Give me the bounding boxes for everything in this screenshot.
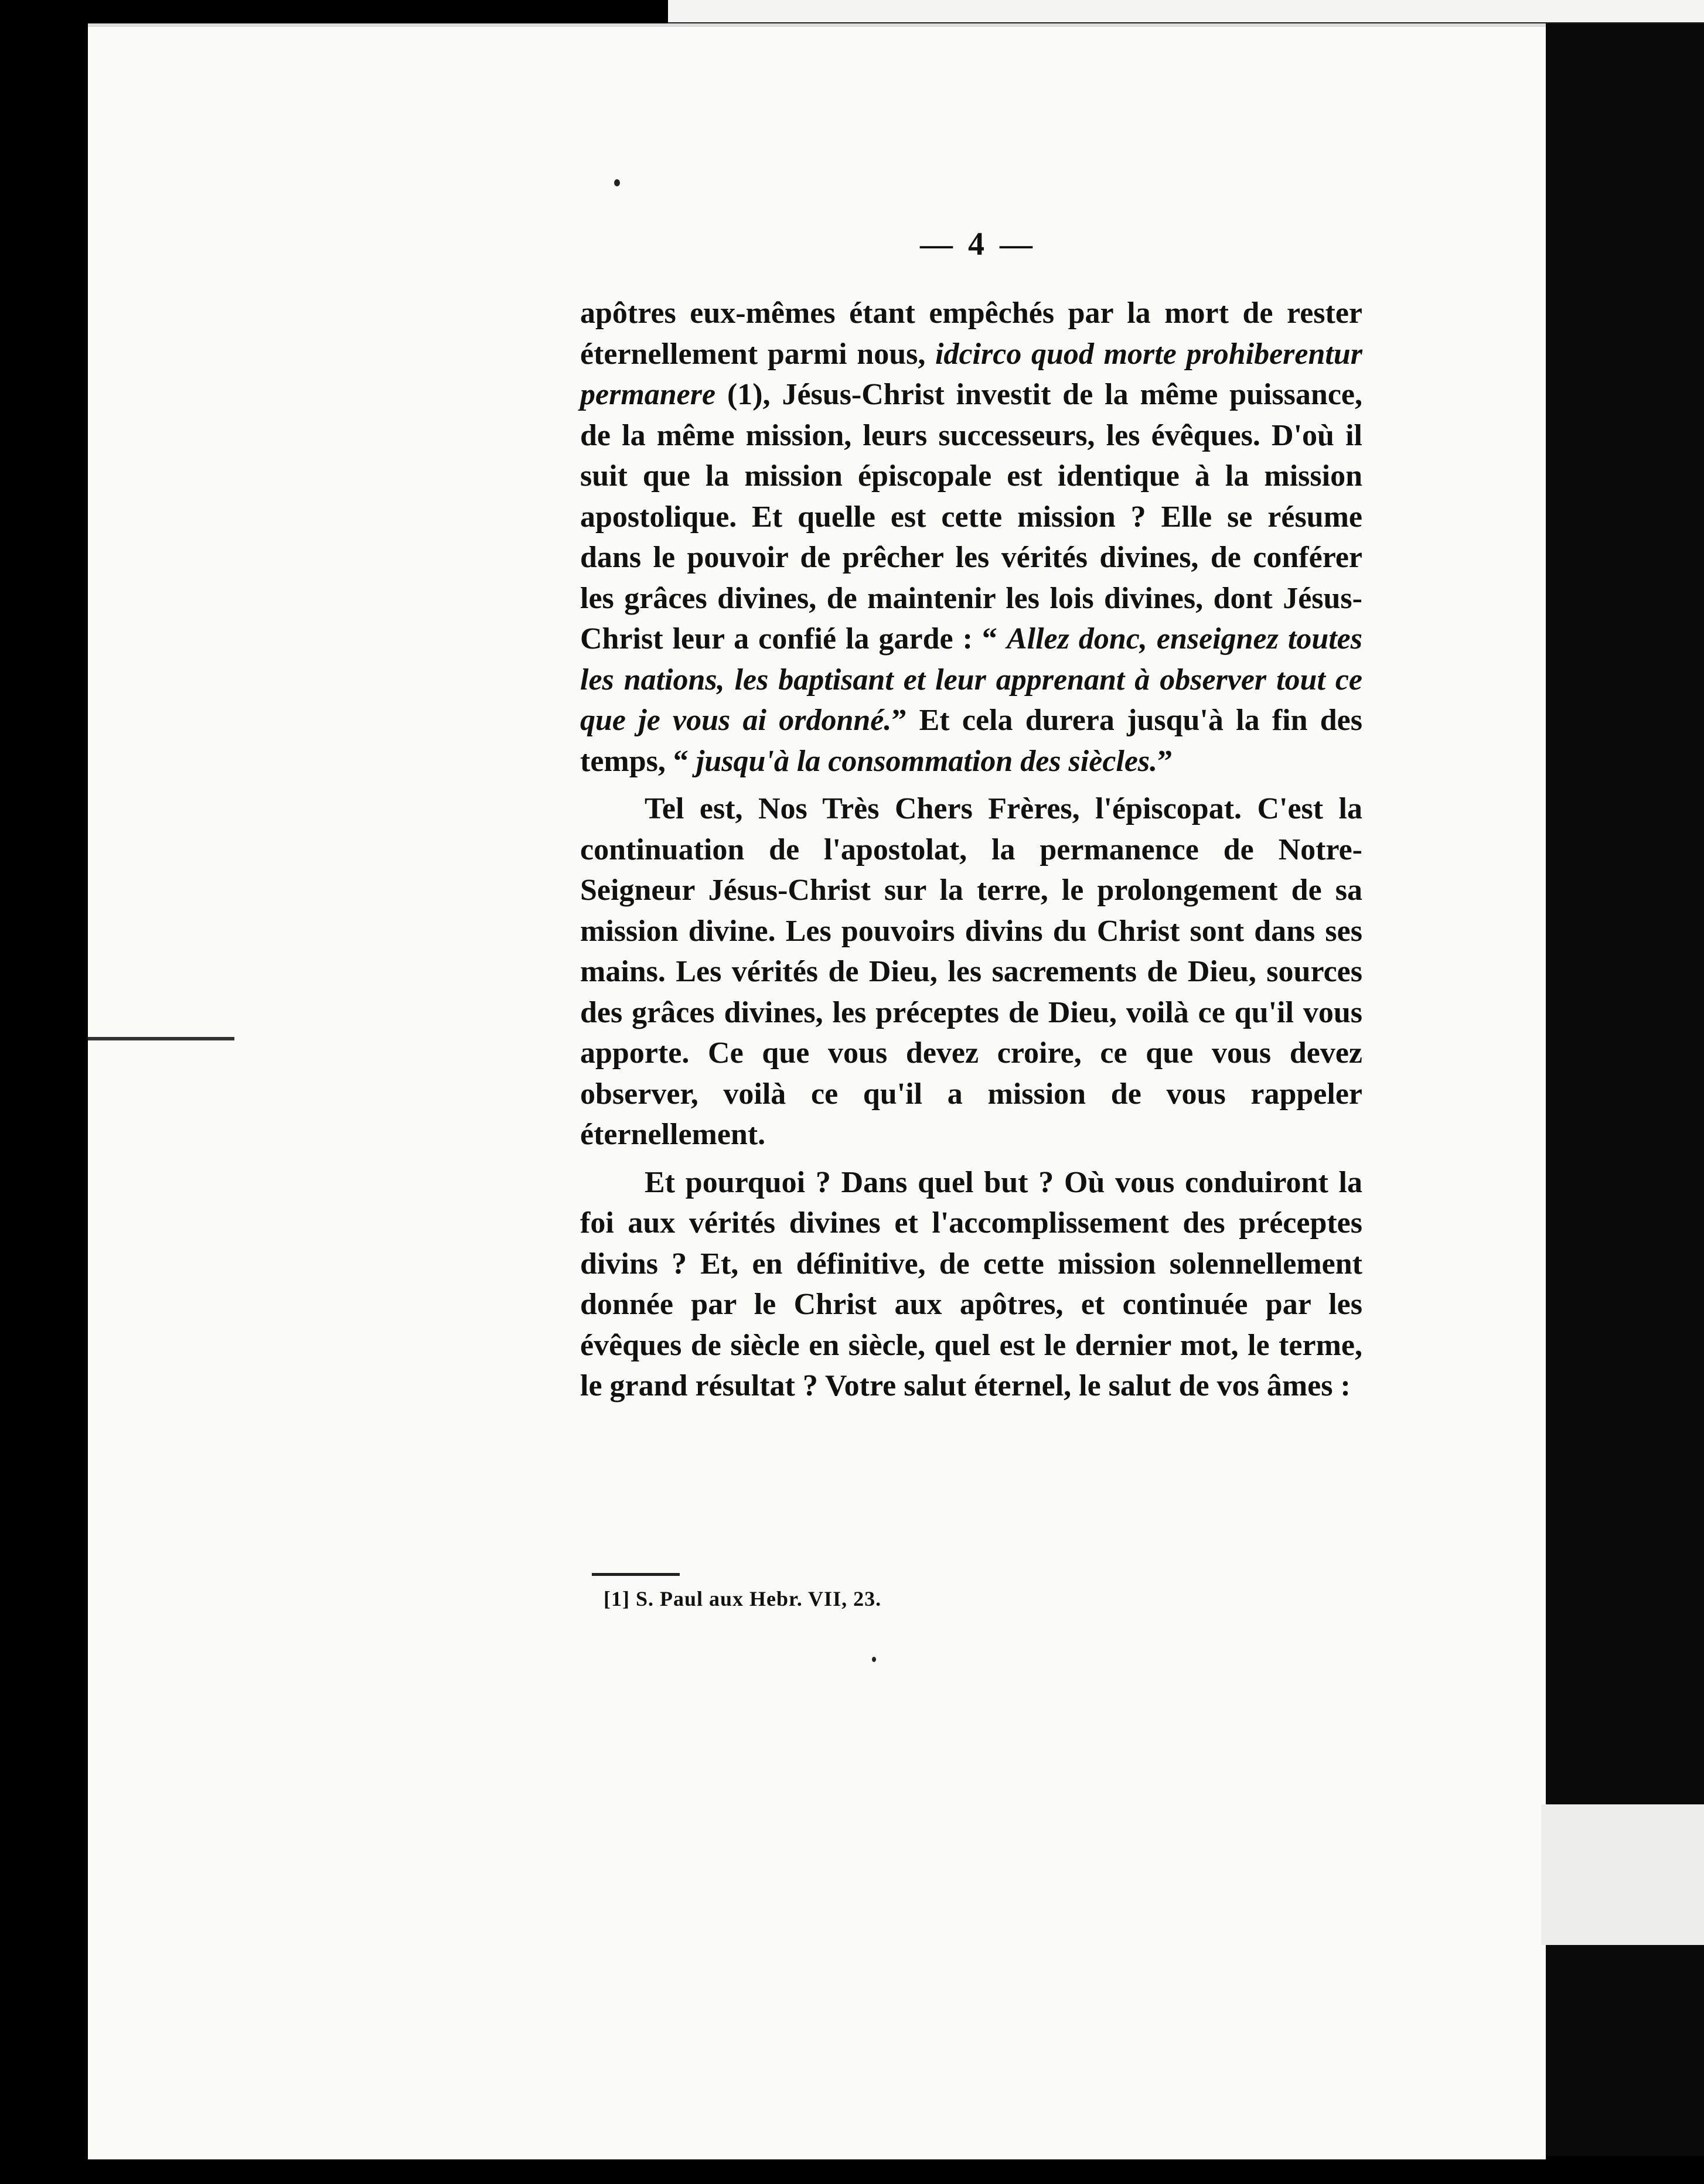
text-run: (1), Jésus-Christ investit de la même puissance, de la même mission, leurs successeurs, les évêques. D'où il suit que la mission épiscopale est identique à la mission apostolique. Et quelle est cette mission ? Elle se résume dans le pouvoir de prêcher les vérités divines, de conférer les grâces divines, de maintenir les lois divines, dont Jésus-Christ leur a confié la garde : “ [580,378,1362,656]
paragraph [580,1162,1362,1407]
speck [872,1657,876,1662]
footnote-rule [592,1573,680,1576]
italic-text: Allez donc, enseignez toutes les nations, les baptisant et leur apprenant à observer tout ce que je vous ai ordonné. [580,622,1363,737]
paragraph [580,789,1362,1155]
scan-right-edge-strip [1541,1804,1704,1945]
text-run: apôtres eux-mêmes étant empêchés par la mort de rester éternellement parmi nous, [580,296,1362,371]
scan-top-band [668,0,1704,26]
paragraph [580,293,1362,782]
text-run: Et pourquoi ? Dans quel but ? Où vous conduiront la foi aux vérités divines et l'accomplissement des préceptes divins ? Et, en définitive, de cette mission solennellement donnée par le Christ aux apôtres, et continuée par les évêques de siècle en siècle, quel est le dernier mot, le terme, le grand résultat ? Votre salut éternel, le salut de vos âmes : [580,1165,1362,1402]
page-number: — 4 — [920,226,1036,262]
speck [614,179,620,186]
footnote: [1] S. Paul aux Hebr. VII, 23. [604,1587,882,1610]
text-run: ” [1157,744,1173,778]
text-run: ” Et cela durera jusqu'à la fin des temps, “ [580,704,1362,778]
italic-text: idcirco quod morte prohiberentur permanere [580,337,1362,411]
body-text [580,293,1362,1407]
margin-mark [88,1037,234,1040]
italic-text: jusqu'à la consommation des siècles. [696,744,1158,778]
text-run: Tel est, Nos Très Chers Frères, l'épiscopat. C'est la continuation de l'apostolat, la permanence de Notre-Seigneur Jésus-Christ sur la terre, le prolongement de sa mission divine. Les pouvoirs divins du Christ sont dans ses mains. Les vérités de Dieu, les sacrements de Dieu, sources des grâces divines, les préceptes de Dieu, voilà ce qu'il vous apporte. Ce que vous devez croire, ce que vous devez observer, voilà ce qu'il a mission de vous rappeler éternellement. [580,792,1362,1151]
